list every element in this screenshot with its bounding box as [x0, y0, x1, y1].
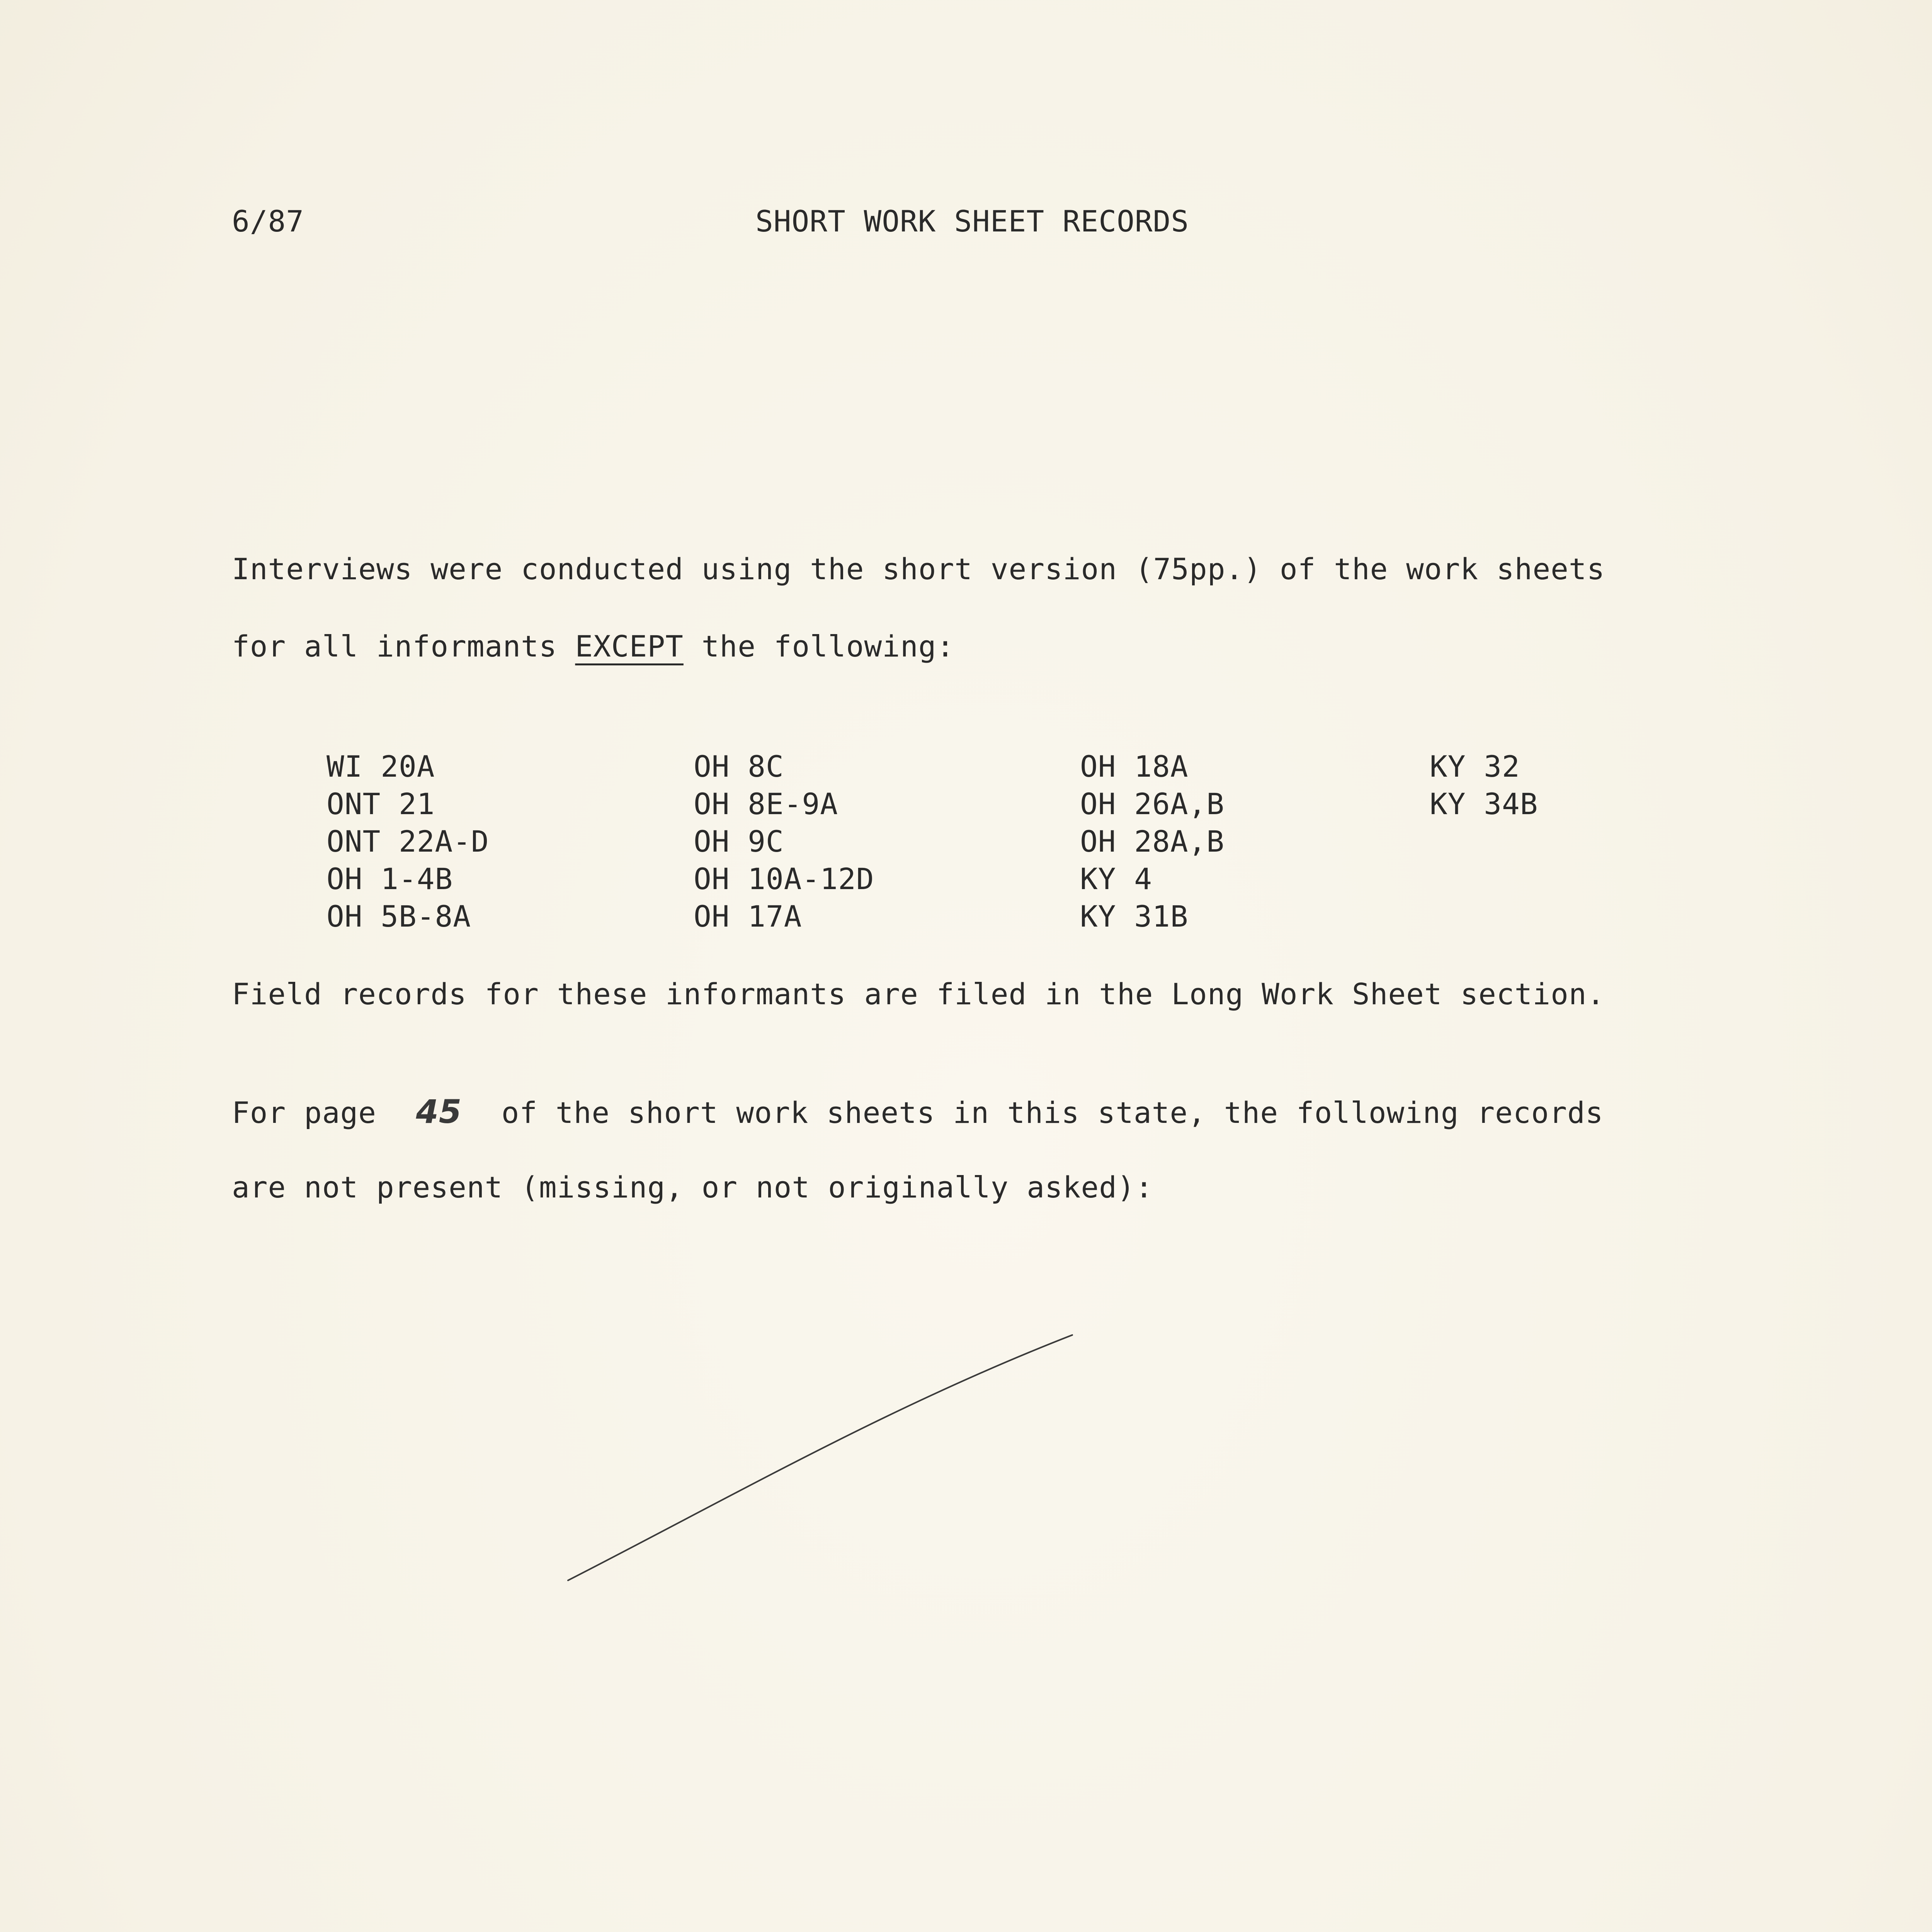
exception-item: WI 20A	[327, 749, 435, 784]
exception-item: ONT 22A-D	[327, 824, 489, 859]
handwritten-page-number: 45	[416, 1093, 462, 1131]
exception-item: OH 26A,B	[1080, 787, 1225, 821]
intro-line-2-post: the following:	[683, 629, 955, 663]
exception-item: OH 9C	[694, 824, 784, 859]
exception-item: KY 34B	[1430, 787, 1538, 821]
exception-item: OH 10A-12D	[694, 862, 874, 896]
exception-item: OH 18A	[1080, 749, 1189, 784]
except-emphasis: EXCEPT	[575, 629, 684, 663]
header-date: 6/87	[232, 204, 304, 238]
missing-line-2: are not present (missing, or not originally asked):	[232, 1170, 1153, 1204]
exception-item: ONT 21	[327, 787, 435, 821]
missing-line-1-post: of the short work sheets in this state, the following records	[483, 1095, 1604, 1130]
exception-item: OH 28A,B	[1080, 824, 1225, 859]
missing-line-1-pre: For page	[232, 1095, 395, 1130]
exception-item: OH 5B-8A	[327, 899, 471, 934]
exception-item: KY 31B	[1080, 899, 1189, 934]
exception-item: OH 1-4B	[327, 862, 453, 896]
exception-item: KY 4	[1080, 862, 1153, 896]
exception-item: KY 32	[1430, 749, 1520, 784]
exception-item: OH 8E-9A	[694, 787, 838, 821]
exception-item: OH 17A	[694, 899, 802, 934]
header-title: SHORT WORK SHEET RECORDS	[755, 204, 1189, 238]
intro-line-1: Interviews were conducted using the short version (75pp.) of the work sheets	[232, 552, 1605, 586]
filed-note: Field records for these informants are filed in the Long Work Sheet section.	[232, 977, 1605, 1011]
intro-line-2-pre: for all informants	[232, 629, 575, 663]
exception-item: OH 8C	[694, 749, 784, 784]
